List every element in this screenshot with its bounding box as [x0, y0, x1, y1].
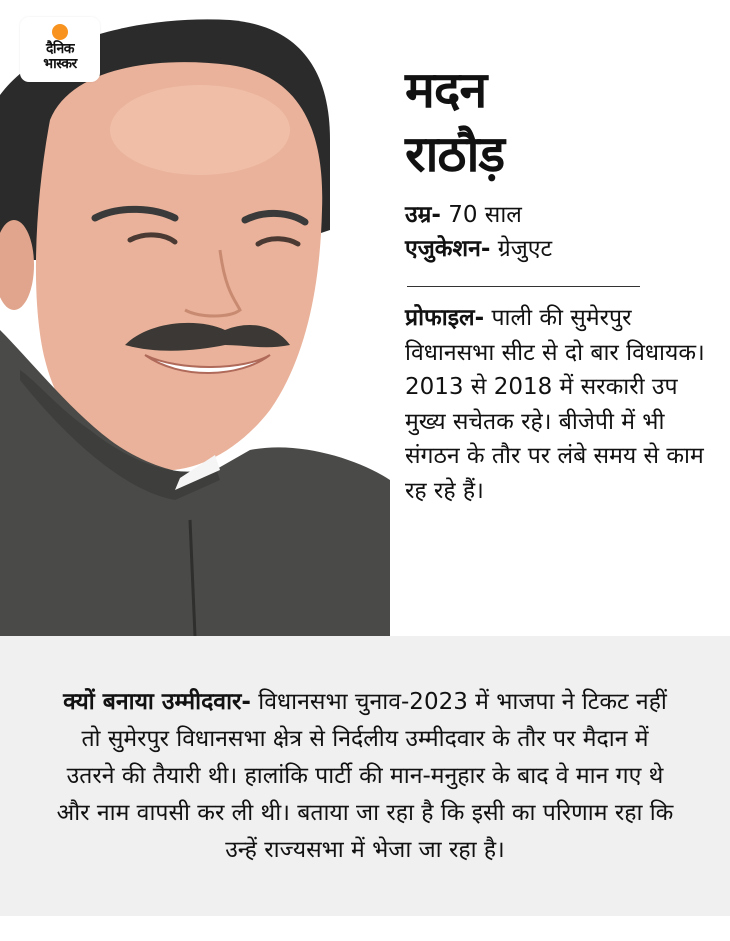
age-row: [405, 198, 725, 232]
why-candidate-text: विधानसभा चुनाव-2023 में भाजपा ने टिकट नहीं तो सुमेरपुर विधानसभा क्षेत्र से निर्दलीय उम्मीदवार के तौर पर मैदान में उतरने की तैयारी थी। हालांकि पार्टी की मान-मनुहार के बाद वे मान गए थे और नाम वापसी कर ली थी। बताया जा रहा है कि इसी का परिणाम रहा कि उन्हें राज्यसभा में भेजा जा रहा है।: [56, 688, 674, 863]
portrait-photo: [0, 0, 390, 636]
logo-text-line2: भास्कर: [43, 56, 77, 72]
portrait-illustration: [0, 0, 390, 636]
info-panel: [405, 58, 725, 508]
profile-text: पाली की सुमेरपुर विधानसभा सीट से दो बार विधायक। 2013 से 2018 में सरकारी उप मुख्य सचेतक रहे। बीजेपी में भी संगठन के तौर पर लंबे समय से काम रह रहे हैं।: [405, 305, 705, 504]
profile-paragraph: [405, 301, 725, 508]
education-value: ग्रेजुएट: [490, 236, 553, 262]
age-label: उम्र-: [405, 202, 441, 228]
education-row: [405, 232, 725, 266]
divider: [407, 286, 640, 287]
facts-block: [405, 198, 725, 266]
why-candidate-label: क्यों बनाया उम्मीदवार-: [63, 688, 251, 715]
person-name-last: राठौड़: [405, 125, 505, 183]
age-value: 70 साल: [440, 202, 522, 228]
why-candidate-paragraph: [55, 684, 675, 869]
sun-icon: [52, 24, 68, 40]
profile-label: प्रोफाइल-: [405, 305, 485, 331]
person-name-first: मदन: [405, 61, 487, 119]
dainik-bhaskar-logo: [20, 17, 100, 82]
why-candidate-box: [0, 636, 730, 916]
logo-text-line1: दैनिक: [45, 41, 75, 57]
education-label: एजुकेशन-: [405, 236, 491, 262]
